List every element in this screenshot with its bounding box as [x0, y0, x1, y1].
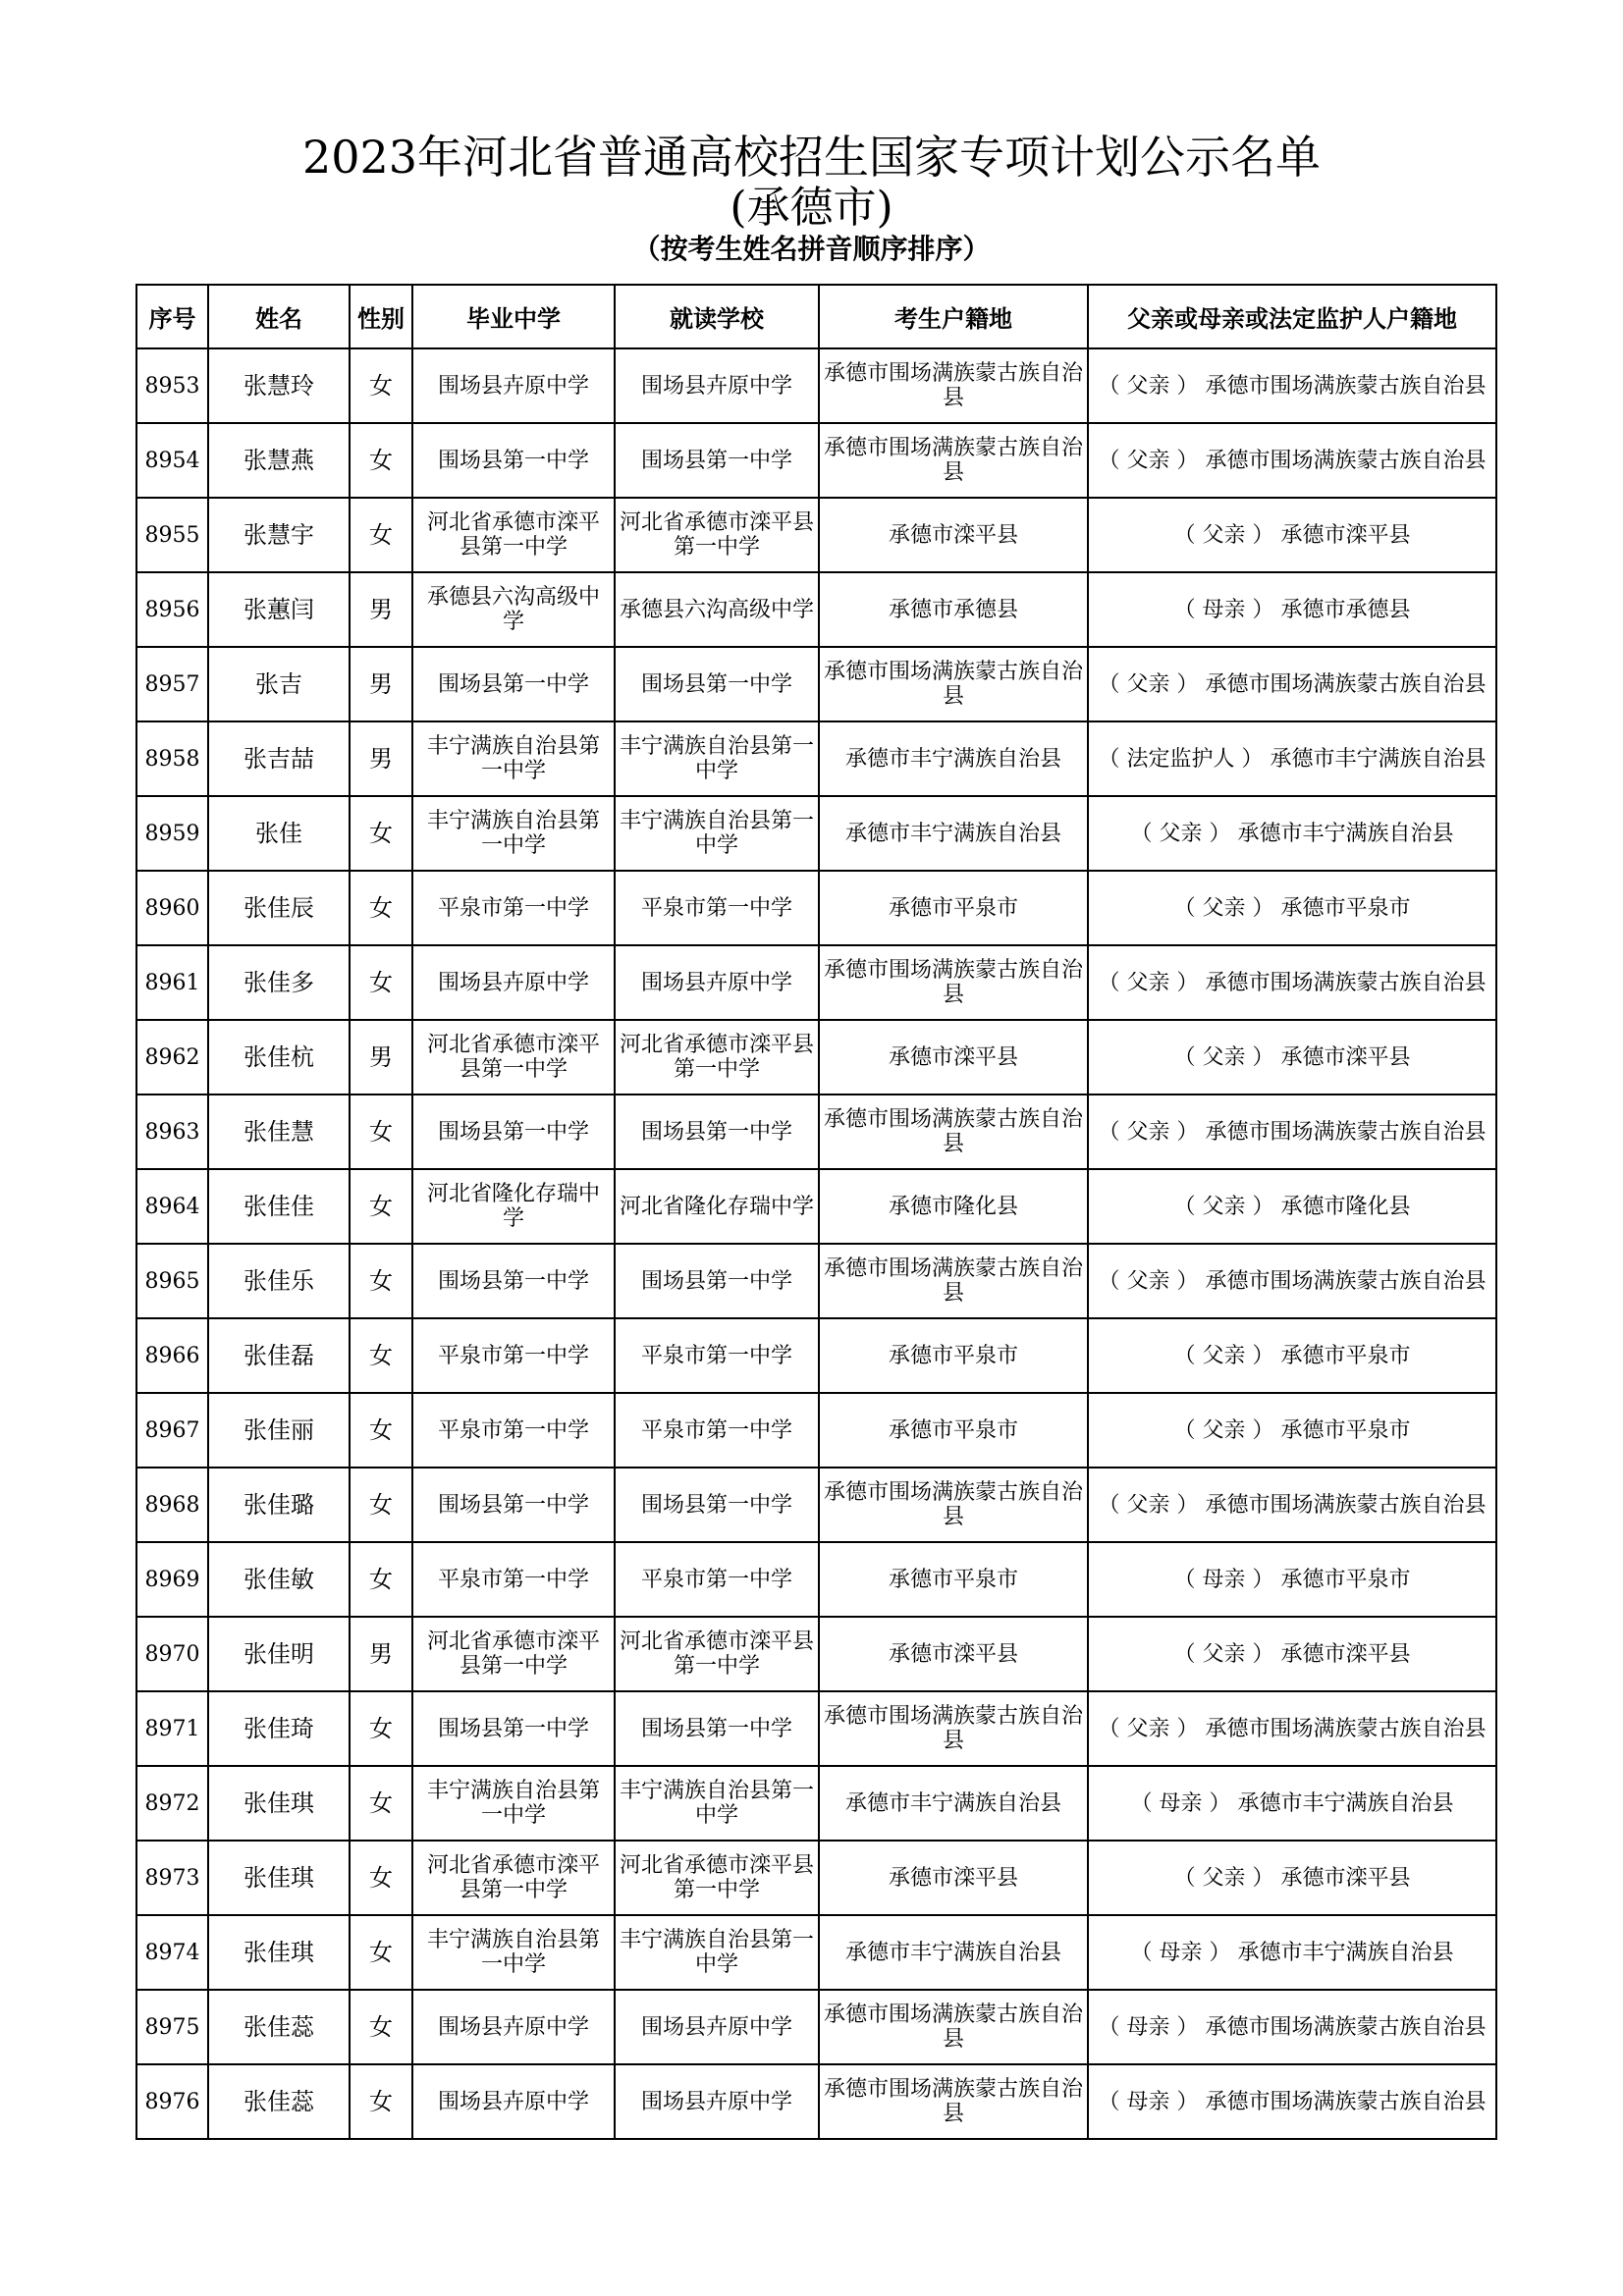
cell-gender: 女	[350, 2064, 412, 2139]
cell-grad-school: 丰宁满族自治县第一中学	[412, 1766, 615, 1841]
cell-household: 承德市平泉市	[819, 1318, 1088, 1393]
cell-guardian: （ 父亲 ） 承德市平泉市	[1088, 1318, 1496, 1393]
cell-name: 张佳丽	[208, 1393, 350, 1468]
cell-name: 张佳杭	[208, 1020, 350, 1095]
cell-no: 8962	[136, 1020, 208, 1095]
cell-name: 张佳慧	[208, 1095, 350, 1169]
cell-grad-school: 河北省隆化存瑞中学	[412, 1169, 615, 1244]
cell-no: 8966	[136, 1318, 208, 1393]
cell-gender: 女	[350, 1766, 412, 1841]
cell-no: 8953	[136, 348, 208, 423]
cell-no: 8968	[136, 1468, 208, 1542]
cell-guardian: （ 父亲 ） 承德市围场满族蒙古族自治县	[1088, 423, 1496, 498]
page-subtitle: (承德市)	[730, 183, 893, 233]
cell-gender: 女	[350, 1095, 412, 1169]
cell-household: 承德市丰宁满族自治县	[819, 1915, 1088, 1990]
cell-name: 张佳璐	[208, 1468, 350, 1542]
cell-name: 张佳敏	[208, 1542, 350, 1617]
cell-current-school: 河北省承德市滦平县第一中学	[615, 498, 819, 572]
cell-household: 承德市围场满族蒙古族自治县	[819, 2064, 1088, 2139]
col-header-no: 序号	[136, 285, 208, 348]
cell-guardian: （ 父亲 ） 承德市滦平县	[1088, 1841, 1496, 1915]
cell-guardian: （ 父亲 ） 承德市滦平县	[1088, 1617, 1496, 1691]
cell-guardian: （ 父亲 ） 承德市隆化县	[1088, 1169, 1496, 1244]
table-row	[136, 1169, 1496, 1244]
cell-household: 承德市丰宁满族自治县	[819, 721, 1088, 796]
table-row	[136, 1244, 1496, 1318]
cell-guardian: （ 母亲 ） 承德市平泉市	[1088, 1542, 1496, 1617]
table-row	[136, 945, 1496, 1020]
table-row	[136, 2064, 1496, 2139]
roster-table	[135, 284, 1497, 2140]
cell-household: 承德市平泉市	[819, 871, 1088, 945]
cell-gender: 女	[350, 348, 412, 423]
cell-guardian: （ 父亲 ） 承德市围场满族蒙古族自治县	[1088, 945, 1496, 1020]
cell-name: 张佳明	[208, 1617, 350, 1691]
cell-name: 张蕙闫	[208, 572, 350, 647]
cell-name: 张佳琦	[208, 1691, 350, 1766]
col-header-gender: 性别	[350, 285, 412, 348]
table-row	[136, 1542, 1496, 1617]
cell-grad-school: 河北省承德市滦平县第一中学	[412, 498, 615, 572]
cell-grad-school: 平泉市第一中学	[412, 1393, 615, 1468]
cell-no: 8954	[136, 423, 208, 498]
cell-household: 承德市滦平县	[819, 1617, 1088, 1691]
cell-current-school: 平泉市第一中学	[615, 871, 819, 945]
table-row	[136, 1990, 1496, 2064]
cell-grad-school: 围场县第一中学	[412, 1095, 615, 1169]
cell-name: 张佳辰	[208, 871, 350, 945]
cell-name: 张慧宇	[208, 498, 350, 572]
cell-current-school: 围场县第一中学	[615, 1095, 819, 1169]
cell-household: 承德市围场满族蒙古族自治县	[819, 647, 1088, 721]
cell-guardian: （ 母亲 ） 承德市丰宁满族自治县	[1088, 1766, 1496, 1841]
cell-household: 承德市滦平县	[819, 498, 1088, 572]
table-row	[136, 348, 1496, 423]
col-header-current-school: 就读学校	[615, 285, 819, 348]
cell-guardian: （ 父亲 ） 承德市滦平县	[1088, 1020, 1496, 1095]
cell-current-school: 平泉市第一中学	[615, 1542, 819, 1617]
cell-guardian: （ 父亲 ） 承德市围场满族蒙古族自治县	[1088, 1095, 1496, 1169]
cell-no: 8956	[136, 572, 208, 647]
cell-no: 8959	[136, 796, 208, 871]
cell-guardian: （ 母亲 ） 承德市丰宁满族自治县	[1088, 1915, 1496, 1990]
cell-no: 8969	[136, 1542, 208, 1617]
cell-household: 承德市滦平县	[819, 1020, 1088, 1095]
cell-guardian: （ 父亲 ） 承德市围场满族蒙古族自治县	[1088, 348, 1496, 423]
cell-household: 承德市围场满族蒙古族自治县	[819, 348, 1088, 423]
table-row	[136, 1393, 1496, 1468]
cell-household: 承德市滦平县	[819, 1841, 1088, 1915]
table-row	[136, 1318, 1496, 1393]
cell-gender: 女	[350, 1542, 412, 1617]
table-row	[136, 1766, 1496, 1841]
cell-name: 张吉喆	[208, 721, 350, 796]
table-row	[136, 1468, 1496, 1542]
cell-name: 张慧燕	[208, 423, 350, 498]
table-row	[136, 1617, 1496, 1691]
cell-household: 承德市围场满族蒙古族自治县	[819, 1691, 1088, 1766]
cell-no: 8967	[136, 1393, 208, 1468]
cell-no: 8955	[136, 498, 208, 572]
cell-grad-school: 围场县第一中学	[412, 1691, 615, 1766]
cell-current-school: 丰宁满族自治县第一中学	[615, 1915, 819, 1990]
cell-name: 张佳磊	[208, 1318, 350, 1393]
cell-gender: 男	[350, 1617, 412, 1691]
cell-current-school: 平泉市第一中学	[615, 1318, 819, 1393]
cell-name: 张佳蕊	[208, 2064, 350, 2139]
cell-grad-school: 河北省承德市滦平县第一中学	[412, 1841, 615, 1915]
cell-guardian: （ 父亲 ） 承德市围场满族蒙古族自治县	[1088, 1244, 1496, 1318]
cell-grad-school: 丰宁满族自治县第一中学	[412, 796, 615, 871]
cell-current-school: 丰宁满族自治县第一中学	[615, 796, 819, 871]
cell-no: 8973	[136, 1841, 208, 1915]
cell-grad-school: 围场县第一中学	[412, 1468, 615, 1542]
cell-gender: 女	[350, 1169, 412, 1244]
cell-no: 8961	[136, 945, 208, 1020]
cell-current-school: 河北省承德市滦平县第一中学	[615, 1841, 819, 1915]
table-row	[136, 1915, 1496, 1990]
cell-current-school: 丰宁满族自治县第一中学	[615, 1766, 819, 1841]
cell-name: 张吉	[208, 647, 350, 721]
cell-no: 8965	[136, 1244, 208, 1318]
cell-gender: 女	[350, 1841, 412, 1915]
cell-no: 8960	[136, 871, 208, 945]
cell-gender: 女	[350, 1915, 412, 1990]
cell-gender: 女	[350, 945, 412, 1020]
table-row	[136, 647, 1496, 721]
cell-no: 8963	[136, 1095, 208, 1169]
cell-gender: 男	[350, 572, 412, 647]
cell-household: 承德市围场满族蒙古族自治县	[819, 1990, 1088, 2064]
cell-guardian: （ 父亲 ） 承德市围场满族蒙古族自治县	[1088, 647, 1496, 721]
cell-guardian: （ 父亲 ） 承德市丰宁满族自治县	[1088, 796, 1496, 871]
cell-current-school: 围场县第一中学	[615, 1468, 819, 1542]
cell-gender: 女	[350, 1318, 412, 1393]
cell-grad-school: 围场县卉原中学	[412, 2064, 615, 2139]
cell-grad-school: 围场县第一中学	[412, 1244, 615, 1318]
cell-gender: 女	[350, 1393, 412, 1468]
cell-grad-school: 围场县第一中学	[412, 423, 615, 498]
table-row	[136, 1841, 1496, 1915]
cell-current-school: 围场县第一中学	[615, 647, 819, 721]
cell-no: 8971	[136, 1691, 208, 1766]
cell-household: 承德市平泉市	[819, 1542, 1088, 1617]
col-header-guardian: 父亲或母亲或法定监护人户籍地	[1088, 285, 1496, 348]
cell-no: 8976	[136, 2064, 208, 2139]
cell-household: 承德市承德县	[819, 572, 1088, 647]
cell-name: 张佳琪	[208, 1766, 350, 1841]
cell-household: 承德市丰宁满族自治县	[819, 796, 1088, 871]
cell-name: 张佳琪	[208, 1915, 350, 1990]
cell-guardian: （ 母亲 ） 承德市围场满族蒙古族自治县	[1088, 1990, 1496, 2064]
cell-household: 承德市围场满族蒙古族自治县	[819, 1244, 1088, 1318]
cell-guardian: （ 父亲 ） 承德市围场满族蒙古族自治县	[1088, 1691, 1496, 1766]
cell-gender: 女	[350, 1990, 412, 2064]
sort-note: （按考生姓名拼音顺序排序）	[632, 233, 991, 265]
cell-name: 张佳乐	[208, 1244, 350, 1318]
cell-current-school: 围场县卉原中学	[615, 945, 819, 1020]
cell-name: 张慧玲	[208, 348, 350, 423]
cell-no: 8958	[136, 721, 208, 796]
table-row	[136, 721, 1496, 796]
cell-name: 张佳琪	[208, 1841, 350, 1915]
table-row	[136, 796, 1496, 871]
cell-guardian: （ 父亲 ） 承德市围场满族蒙古族自治县	[1088, 1468, 1496, 1542]
table-body	[136, 348, 1496, 2139]
cell-grad-school: 丰宁满族自治县第一中学	[412, 721, 615, 796]
cell-current-school: 河北省隆化存瑞中学	[615, 1169, 819, 1244]
cell-grad-school: 平泉市第一中学	[412, 871, 615, 945]
cell-grad-school: 丰宁满族自治县第一中学	[412, 1915, 615, 1990]
cell-grad-school: 围场县第一中学	[412, 647, 615, 721]
table-row	[136, 1691, 1496, 1766]
table-row	[136, 1020, 1496, 1095]
page-title: 2023年河北省普通高校招生国家专项计划公示名单	[301, 131, 1322, 184]
table-row	[136, 423, 1496, 498]
cell-gender: 男	[350, 647, 412, 721]
cell-household: 承德市隆化县	[819, 1169, 1088, 1244]
cell-no: 8975	[136, 1990, 208, 2064]
cell-household: 承德市平泉市	[819, 1393, 1088, 1468]
cell-current-school: 平泉市第一中学	[615, 1393, 819, 1468]
cell-gender: 女	[350, 871, 412, 945]
cell-current-school: 围场县卉原中学	[615, 1990, 819, 2064]
cell-household: 承德市围场满族蒙古族自治县	[819, 423, 1088, 498]
cell-gender: 女	[350, 423, 412, 498]
cell-current-school: 围场县第一中学	[615, 1691, 819, 1766]
cell-gender: 女	[350, 498, 412, 572]
cell-grad-school: 围场县卉原中学	[412, 1990, 615, 2064]
cell-guardian: （ 母亲 ） 承德市承德县	[1088, 572, 1496, 647]
cell-grad-school: 平泉市第一中学	[412, 1318, 615, 1393]
cell-household: 承德市围场满族蒙古族自治县	[819, 1468, 1088, 1542]
cell-guardian: （ 父亲 ） 承德市平泉市	[1088, 1393, 1496, 1468]
cell-current-school: 围场县卉原中学	[615, 2064, 819, 2139]
table-row	[136, 572, 1496, 647]
cell-gender: 女	[350, 1468, 412, 1542]
table-header-row	[136, 285, 1496, 348]
cell-guardian: （ 父亲 ） 承德市滦平县	[1088, 498, 1496, 572]
col-header-name: 姓名	[208, 285, 350, 348]
cell-name: 张佳蕊	[208, 1990, 350, 2064]
col-header-grad-school: 毕业中学	[412, 285, 615, 348]
cell-current-school: 围场县第一中学	[615, 423, 819, 498]
cell-guardian: （ 母亲 ） 承德市围场满族蒙古族自治县	[1088, 2064, 1496, 2139]
cell-current-school: 围场县第一中学	[615, 1244, 819, 1318]
table-row	[136, 871, 1496, 945]
cell-name: 张佳	[208, 796, 350, 871]
cell-current-school: 围场县卉原中学	[615, 348, 819, 423]
cell-no: 8964	[136, 1169, 208, 1244]
cell-guardian: （ 父亲 ） 承德市平泉市	[1088, 871, 1496, 945]
cell-gender: 女	[350, 1691, 412, 1766]
cell-no: 8970	[136, 1617, 208, 1691]
cell-grad-school: 河北省承德市滦平县第一中学	[412, 1617, 615, 1691]
cell-grad-school: 河北省承德市滦平县第一中学	[412, 1020, 615, 1095]
cell-no: 8957	[136, 647, 208, 721]
cell-current-school: 河北省承德市滦平县第一中学	[615, 1617, 819, 1691]
cell-gender: 女	[350, 1244, 412, 1318]
cell-no: 8972	[136, 1766, 208, 1841]
cell-gender: 女	[350, 796, 412, 871]
cell-no: 8974	[136, 1915, 208, 1990]
cell-current-school: 河北省承德市滦平县第一中学	[615, 1020, 819, 1095]
cell-name: 张佳佳	[208, 1169, 350, 1244]
cell-gender: 男	[350, 1020, 412, 1095]
cell-guardian: （ 法定监护人 ） 承德市丰宁满族自治县	[1088, 721, 1496, 796]
cell-gender: 男	[350, 721, 412, 796]
table-row	[136, 1095, 1496, 1169]
cell-grad-school: 承德县六沟高级中学	[412, 572, 615, 647]
cell-grad-school: 围场县卉原中学	[412, 348, 615, 423]
col-header-household: 考生户籍地	[819, 285, 1088, 348]
cell-household: 承德市丰宁满族自治县	[819, 1766, 1088, 1841]
cell-grad-school: 平泉市第一中学	[412, 1542, 615, 1617]
cell-current-school: 丰宁满族自治县第一中学	[615, 721, 819, 796]
cell-household: 承德市围场满族蒙古族自治县	[819, 1095, 1088, 1169]
cell-name: 张佳多	[208, 945, 350, 1020]
cell-current-school: 承德县六沟高级中学	[615, 572, 819, 647]
table-row	[136, 498, 1496, 572]
cell-household: 承德市围场满族蒙古族自治县	[819, 945, 1088, 1020]
cell-grad-school: 围场县卉原中学	[412, 945, 615, 1020]
